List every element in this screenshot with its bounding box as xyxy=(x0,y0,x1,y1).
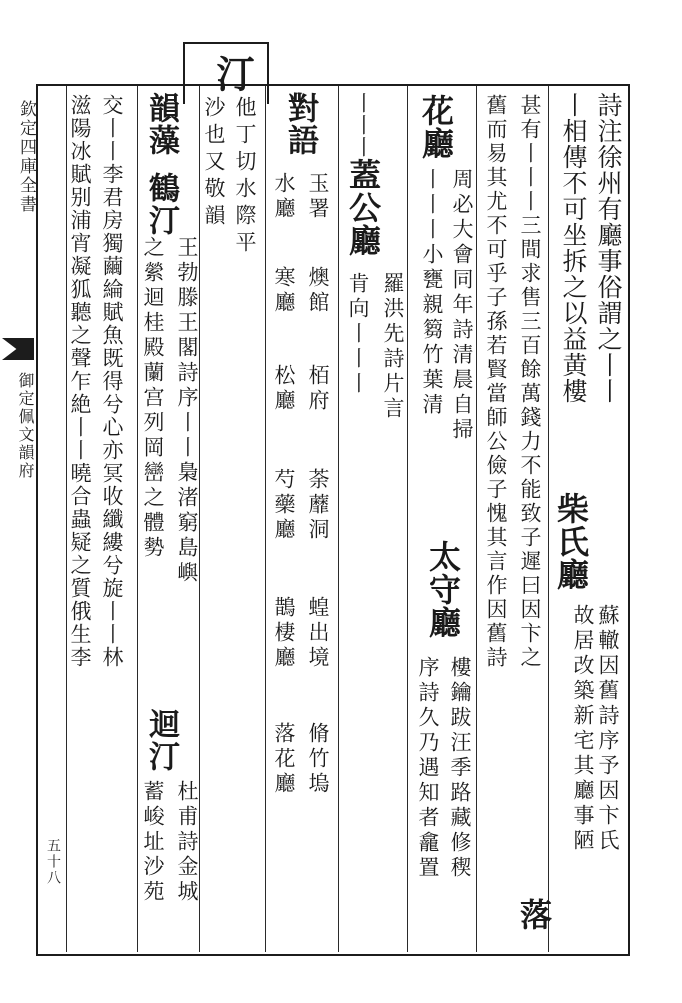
note-column: 沙也又敬韻 xyxy=(202,96,226,231)
text-column: 丨相傳不可坐拆之以益黄樓 xyxy=(559,92,588,404)
rhyme-character: 汀 xyxy=(210,54,255,92)
note-column: 肯向丨丨丨 xyxy=(346,272,370,397)
pair-term: 芍藥廳 xyxy=(272,468,296,543)
pair-term: 燠館 xyxy=(306,266,330,316)
note-column: 蓄峻址沙苑 xyxy=(141,780,165,905)
text-column: 丨丨丨 xyxy=(351,92,375,158)
note-column: 王勃滕王閣詩序丨丨梟渚窮島嶼 xyxy=(175,236,199,586)
pair-term: 松廳 xyxy=(272,364,296,414)
note-column: 周必大會同年詩清晨自掃 xyxy=(450,168,474,443)
note-column: 丨丨丨小甕親篘竹葉清 xyxy=(420,168,444,418)
column-rule xyxy=(407,86,408,952)
heading-column: 蓋公廳 xyxy=(344,158,382,257)
pair-term: 栢府 xyxy=(306,364,330,414)
text-column: 詩注徐州有廳事俗謂之丨丨 xyxy=(594,92,623,404)
note-column: 之縈迴桂殿蘭宫列岡巒之體勢 xyxy=(141,236,165,561)
text-column: 甚有丨丨丨三間求售三百餘萬錢力不能致子遲曰因卞之 xyxy=(518,94,542,670)
note-column: 序詩久乃遇知者龕置 xyxy=(416,656,440,881)
pair-term: 荼蘼洞 xyxy=(306,468,330,543)
heading-column: 迴汀 xyxy=(143,708,179,772)
column-rule xyxy=(199,86,200,952)
heading-column: 落 xyxy=(515,898,553,931)
pair-term: 水廳 xyxy=(272,172,296,222)
pair-term: 蝗出境 xyxy=(306,596,330,671)
section-heading: 對語 xyxy=(282,92,318,156)
pair-term: 落花廳 xyxy=(272,722,296,797)
column-rule xyxy=(137,86,138,952)
column-rule xyxy=(338,86,339,952)
note-column: 故居改築新宅其廳事陋 xyxy=(571,604,595,854)
pair-term: 玉署 xyxy=(306,172,330,222)
note-column: 樓鑰跋汪季路藏修稧 xyxy=(448,656,472,881)
text-column: 交丨丨李君房獨繭綸賦魚既得兮心亦冥收纖縷兮旋丨丨林 xyxy=(100,94,124,669)
section-title: 御定佩文韻府 xyxy=(16,372,35,480)
section-heading: 韻藻 xyxy=(143,92,179,156)
column-rule xyxy=(66,86,67,952)
pair-term: 鵲棲廳 xyxy=(272,596,296,671)
text-column: 滋陽冰賦别浦宵凝狐聽之聲乍絶丨丨曉合蟲疑之質俄生李 xyxy=(68,94,92,669)
fish-tail-mark xyxy=(2,338,34,360)
heading-column: 太守廳 xyxy=(424,540,462,639)
column-rule xyxy=(548,86,549,952)
pair-term: 脩竹塢 xyxy=(306,722,330,797)
pair-term: 寒廳 xyxy=(272,266,296,316)
note-column: 羅洪先詩片言 xyxy=(381,272,405,422)
heading-column: 花廳 xyxy=(417,94,455,160)
note-column: 杜甫詩金城 xyxy=(175,780,199,905)
note-column: 他丁切水際平 xyxy=(233,96,257,258)
column-rule xyxy=(265,86,266,952)
text-column: 舊而易其尤不可乎子孫若賢當師公儉子愧其言作因舊詩 xyxy=(484,94,508,670)
column-rule xyxy=(476,86,477,952)
heading-column: 柴氏廳 xyxy=(552,492,590,591)
heading-column: 鶴汀 xyxy=(143,172,179,236)
page-number: 五十八 xyxy=(45,838,61,886)
book-title: 欽定四庫全書 xyxy=(16,100,36,214)
note-column: 蘇轍因舊詩序予因卞氏 xyxy=(596,604,620,854)
